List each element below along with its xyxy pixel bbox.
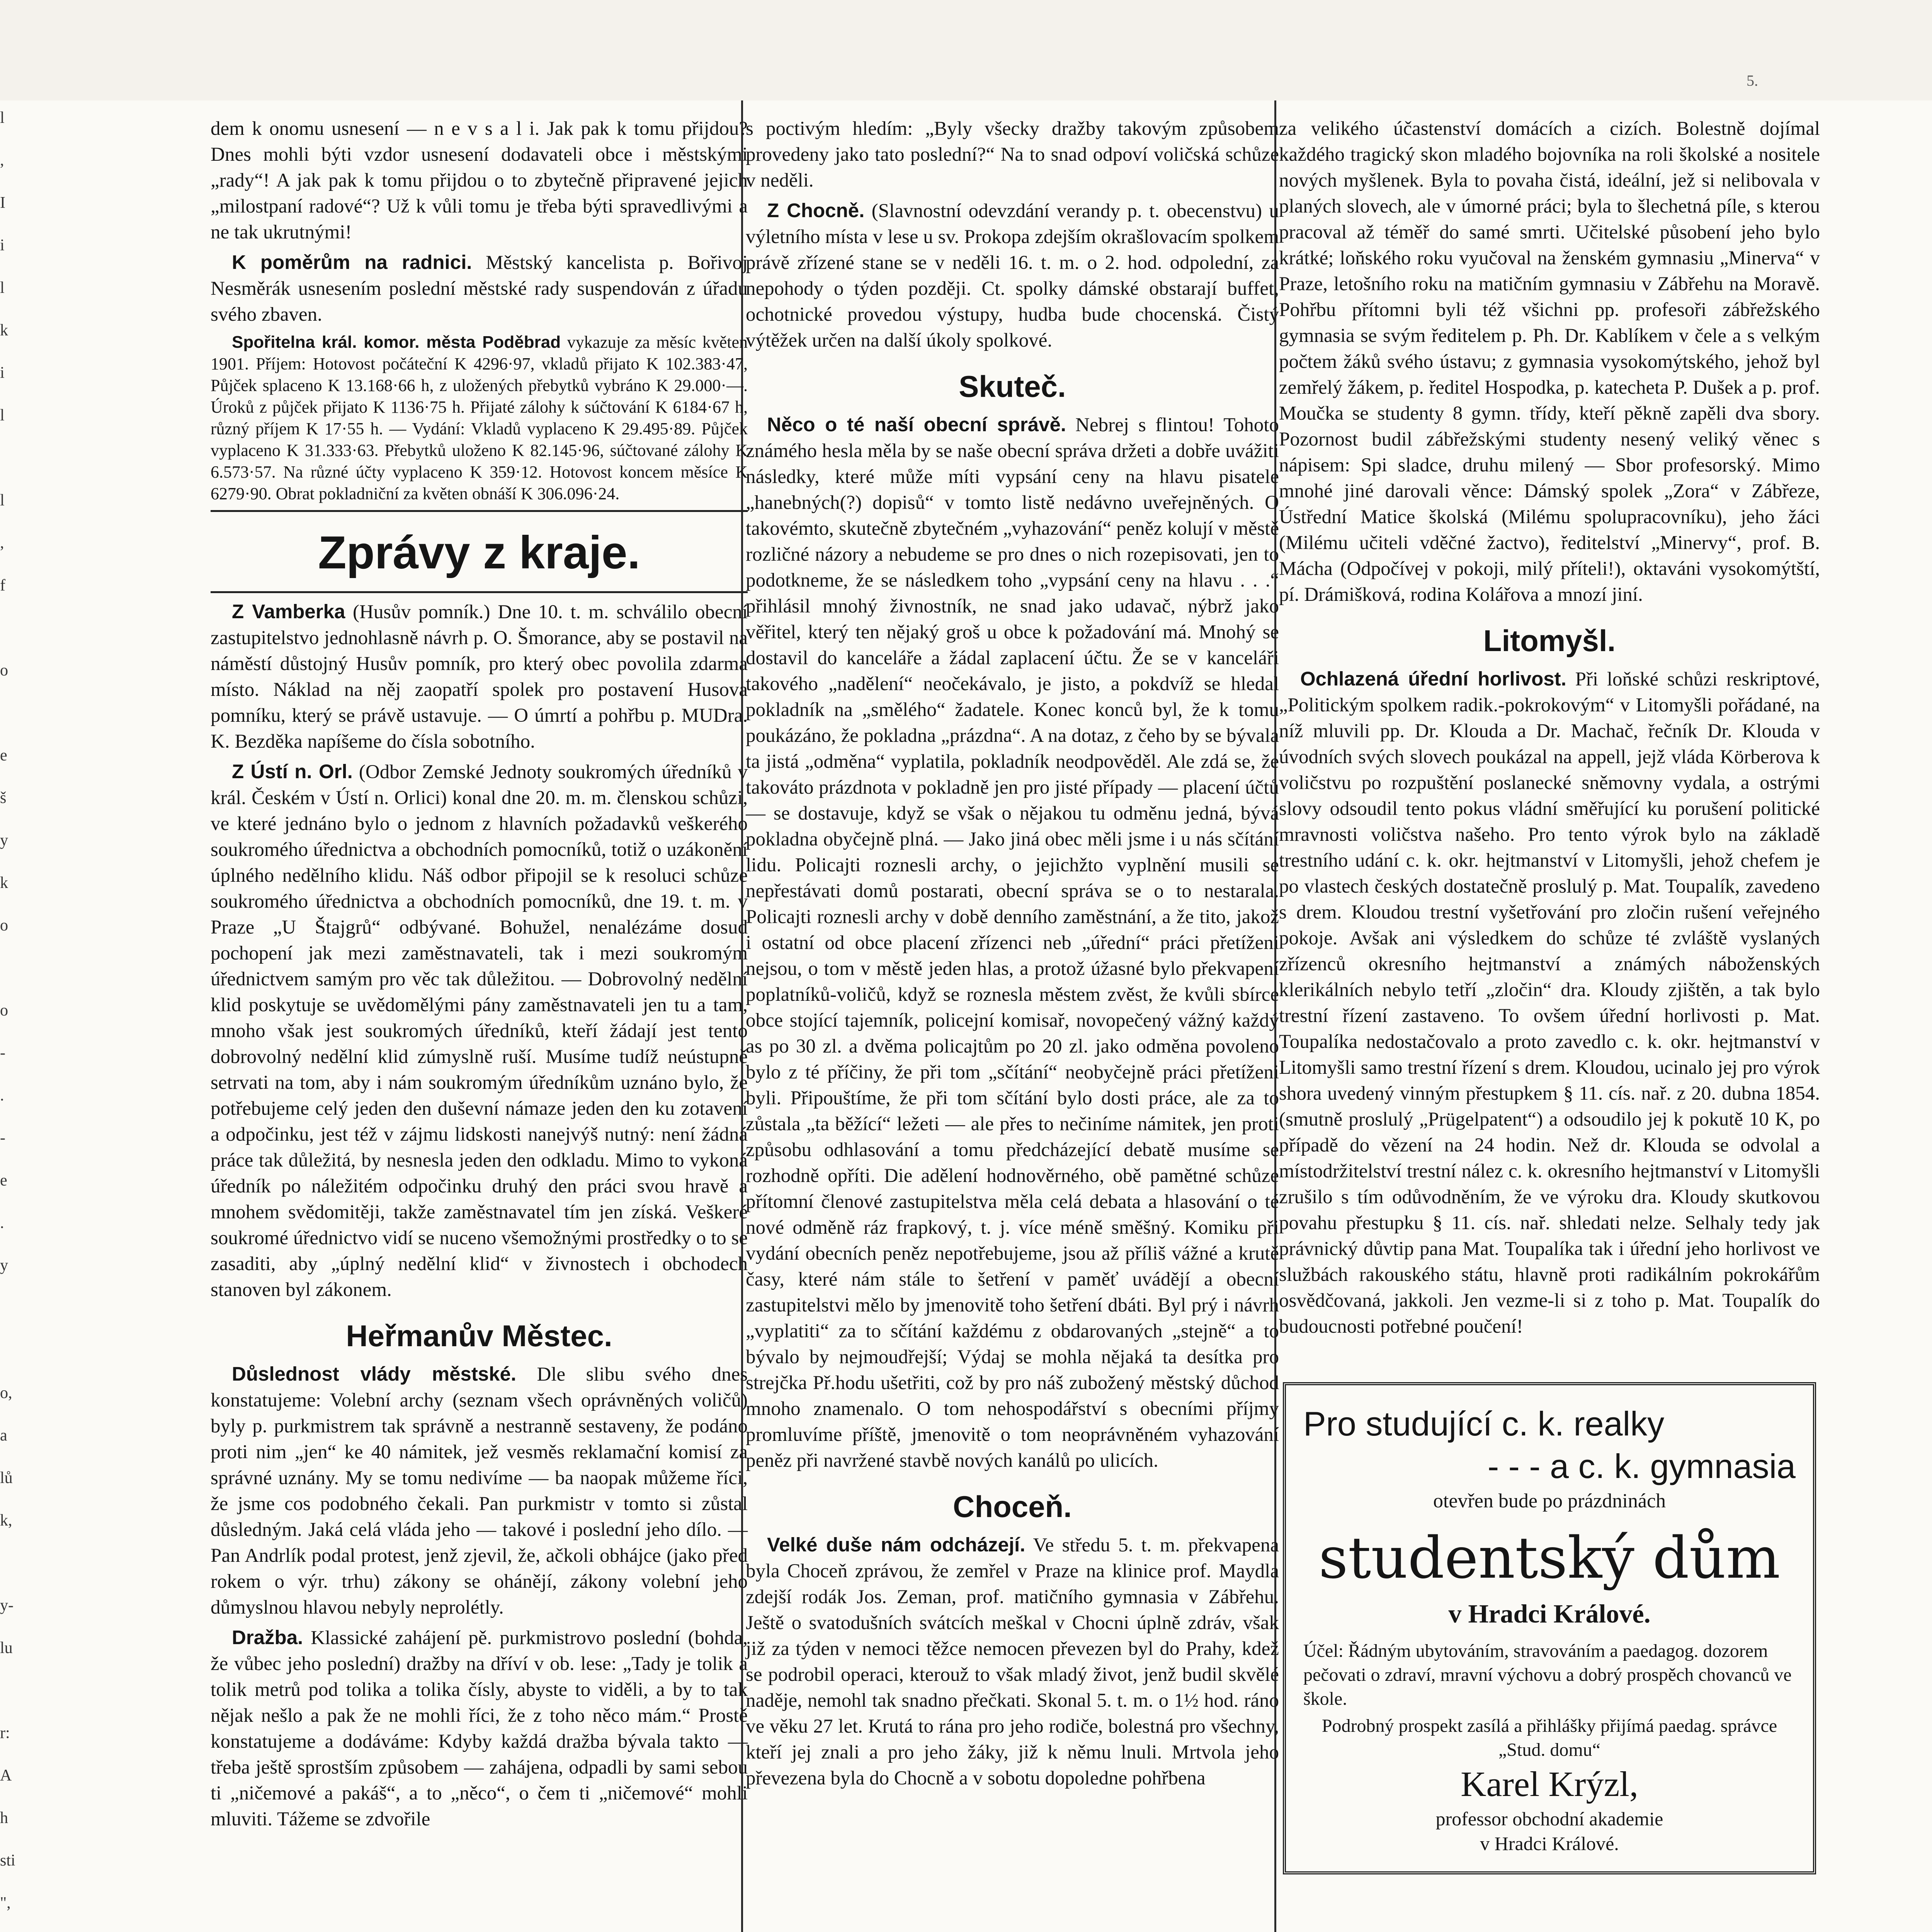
article-text: Klassické zahájení pě. purkmistrovo poslední (bohda, že vůbec jeho poslední) dražby na dříví v ob. lese: „Tady je tolik a tolik metrů pod tolika a tolika čísly, abyste to viděli, a by to tak nějak nešlo a pak že ne mohli říci, že z toho něco mám.“ Prostě konstatujeme a dodáváme: Kdyby každá dražba bývala takto — třeba ještě sprostším způsobem — zahájena, odpadli by sami sebou ti „ničemové a pakáš“, a to „něco“, o čem ti „ničemové“ mohli mluviti. Tážeme se zdvořile bbox=[211, 1627, 748, 1830]
ad-line bbox=[1303, 1639, 1796, 1711]
article-text: (Odbor Zemské Jednoty soukromých úředníků v král. Českém v Ústí n. Orlici) konal dne 20. m. m. členskou schůzi, ve které jednáno bylo o jednom z hlavních požadavků veškerého soukromého úřednictva a obchodních pomocníků, totiž o uzákonění úplného nedělního klidu. Náš odbor připojil se k resoluci schůze soukromého úřednictva a obchodních pomocníků, dne 19. t. m. v Praze „U Štajgrů“ odbývané. Bohužel, nenalézáme dosud pochopení jak mezi zaměstnavateli, tak i mezi soukromým úřednictvem samým pro věc tak důležitou. — Dobrovolný nedělní klid poskytuje se uvědomělými pány zaměstnavateli jen tu a tam, mnoho však jest soukromých úředníků, kteří žádají jest tento dobrovolný nedělní klid zúmyslně ruší. Musíme tudíž neústupně setrvati na tom, aby i nám soukromým úředníkům uznáno bylo, že potřebujeme celý jeden den duševní námaze jeden den ku zotavení a odpočinku, jest též v zájmu lidskosti nanejvýš nutný: není žádná práce tak důležitá, by nesnesla jeden den odkladu. Mimo to vykoná úředník po náležitém odpočinku druhý den práci svou hravě a mnohem svědomitěji, takže zaměstnavatel tím jen získá. Veškeré soukromé úřednictvo vidí se nuceno všemožnými prostředky o to se zasaditi, aby „úplný nedělní klid“ v živnostech i obchodech stanoven byl zákonem. bbox=[211, 761, 748, 1301]
article-heading: K poměrům na radnici. bbox=[232, 251, 472, 273]
article-paragraph: s poctivým hledím: „Byly všecky dražby takovým způsobem provedeny jako tato poslední?“ Na to snad odpoví voličská schůze v neděli. bbox=[746, 118, 1279, 191]
article-text: Dle slibu svého dnes konstatujeme: Volební archy (seznam všech oprávněných voličů) byly p. purkmistrem tak správně a nestranně sestaveny, že podáno proti nim „jen“ ke 40 námitek, jež vesměs reklamační komisí za správné uznány. My se tomu nedivíme — ba naopak můžeme říci, že jsme cos podobného čekali. Pan purkmistr v tomto si zůstal důsledným. Jaká celá vláda jeho — takové i poslední jeho dílo. — Pan Andrlík podal protest, jenž zjevil, že, ačkoli obhájce (jako před rokem o výr. trhu) zákony se ohánějí, zákony volební jeho důmyslnou hlavou nebyly neprolétly. bbox=[211, 1364, 748, 1618]
article-text: Nebrej s flintou! Tohoto známého hesla měla by se naše obecní správa držeti a dobře uvážiti následky, které může míti vypsání ceny na hlavu pisatele „hanebných(?) dopisů“ v tomto listě nedávno uveřejněných. O takovémto, skutečně zbytečném „vyhazování“ peněz kolují v městě rozličné názory a nebudeme se pro dnes o nich rozepisovati, jen to podotkneme, že se následkem toho „vypsání ceny na hlavu . . .“ přihlásil mnohý živnostník, ne snad jako udavač, nýbrž jako věřitel, který ten nějaký groš u obce k požadování má. Mnohý se dostavil do kanceláře a žádal zaplacení účtu. Že se v kanceláři takového „nadělení“ neočekávalo, je jisto, a pokdvíž se hledal pokladník na „smělého“ žadatele. Konec konců byl, že k tomu poukázáno, že pokladna „prázdna“. A na dotaz, z čeho by se bývala ta jistá „odměna“ vyplatila, pokladník neodpověděl. Ale zdá se, že takováto prázdnota v pokladně jen pro jisté případy — placení účtů — se dostavuje, když se však o nějakou tu odměnu jedná, bývá pokladna obyčejně plná. — Jako jiná obec měli jsme i u nás sčítání lidu. Policajti roznesli archy, o jejichžto vyplnění musili se nepřestávati domů postarati, obecní správa se o to nestarala. Policajti roznesli archy v době denního zaměstnání, a že tito, jakož i ostatní od obce placení zřízenci neb „úřední“ práci přetíženi nejsou, o tom v městě jeden hlas, a protož úžasné bylo překvapení poplatníků-voličů, když se roznesla městem zvěst, že kvůli sbírce obce stojící tajemník, policejní komisař, novopečený vážný každý as po 30 zl. a dvěma policajtům po 20 zl. jako odměna povoleno bylo z té příčiny, že při tom „sčítání“ neobyčejně práci přetíženi byli. Připouštíme, že při tom sčítání bylo dosti práce, ale za to zůstala „ta běžící“ ležeti — ale přes to nečiníme námitek, jen proti způsobu odhlasování a tomu předcházející debatě musíme se rozhodně opříti. Die adělení hodnověrného, obě pamětné schůze přítomní členové zastupitelstva měla celá debata a hlasování o té nové odměně ráz frapkový, t. j. více méně směšný. Komiku při vydání obecních peněz nepotřebujeme, jsou až příliš vážné a krutě časy, které nám stále to šetření v paměť uvádějí a obecní zastupitelstvi mělo by jmenovitě toho šetření dbáti. Byl prý i návrh „vyplatiti“ za to sčítání každému z obdarovaných „stejně“ a to bývalo by nejmoudřejší; Výdaj se mohla nějaká ta desítka pro strejčka Př.hodu ušetřiti, což by pro náš zubožený městský důchod mnoho znamenalo. O tom nehospodářství s obecními příjmy promluvíme příště, jmenovitě o tom neoprávněném vyhazování peněz při navržené stavbě nových kanálů po ulicích. bbox=[746, 414, 1279, 1471]
place-title: Skuteč. bbox=[959, 369, 1066, 403]
ad-name: Karel Krýzl, bbox=[1461, 1764, 1638, 1804]
column-2 bbox=[746, 116, 1279, 1795]
article-heading: Spořitelna král. komor. města Poděbrad bbox=[232, 333, 561, 352]
ad-line: - - - a c. k. gymnasia bbox=[1487, 1447, 1796, 1485]
article-paragraph bbox=[211, 249, 748, 328]
advertisement-box bbox=[1283, 1382, 1816, 1874]
article-paragraph bbox=[746, 197, 1279, 354]
ad-headline: studentský dům bbox=[1318, 1525, 1781, 1591]
ad-line: Pro studující c. k. realky bbox=[1303, 1405, 1665, 1443]
article-paragraph bbox=[1279, 666, 1820, 1340]
rule bbox=[211, 591, 748, 593]
ad-line: professor obchodní akademie v Hradci Králové. bbox=[1435, 1808, 1663, 1854]
article-paragraph bbox=[211, 1361, 748, 1621]
article-paragraph: za velikého účastenství domácích a cizích. Bolestně dojímal každého tragický skon mladého bojovníka na roli školské a nositele nových myšlenek. Byla to povaha čistá, ideální, jež si nelibovala v planých slovech, ale v úmorné práci; byla to šlechetná píle, s kterou pracoval až téměř do samé smrti. Učitelské působení jeho bylo krátké; loňského roku vyučoval na ženském gymnasiu „Minerva“ v Praze, letošního roku na matičním gymnasiu v Zábřehu na Moravě. Pohřbu přítomni byli též všichni pp. profesoři zábřežského gymnasia se svým ředitelem p. Ph. Dr. Kablíkem v čele a s velkým počtem žáků svého ústavu; z gymnasia vysokomýtského, jehož byl zemřelý žákem, p. ředitel Hospodka, p. katecheta P. Dušek a p. prof. Moučka se studenty 8 gymn. třídy, kteří pěkně zapěli dva sbory. Pozornost budil zábřežskými studenty nesený veliký věnec s nápisem: Spi sladce, druhu milený — Sbor profesorský. Mimo mnohé jiné darovali věnce: Dámský spolek „Zora“ v Zábřeze, Ústřední Matice školská (Milému spolupracovníku), jeho žáci (Milému učiteli vděčné žactvo), ředitelství „Minervy“, prof. B. Mácha (Odpočívej v pokoji, milý příteli!), oktaváni vysokomýtští, pí. Drámišková, rodina Kolářova a mnozí jiní. bbox=[1279, 118, 1820, 605]
ad-label: Účel: bbox=[1303, 1641, 1344, 1661]
article-paragraph bbox=[211, 599, 748, 755]
section-title: Zprávy z kraje. bbox=[318, 527, 640, 578]
article-text: Městský kancelista p. Bořivoj Nesměrák usnesením poslední městské rady suspendován z úřadu svého zbaven. bbox=[211, 252, 748, 325]
ad-line: Podrobný prospekt zasílá a přihlášky přijímá paedag. správce „Stud. domu“ bbox=[1321, 1716, 1777, 1760]
article-paragraph bbox=[211, 1624, 748, 1832]
place-title: Choceň. bbox=[953, 1490, 1072, 1524]
place-title: Litomyšl. bbox=[1483, 624, 1616, 658]
article-text: Ve středu 5. t. m. překvapena byla Choceň zprávou, že zemřel v Praze na klinice prof. Maydla zdejší rodák Jos. Zeman, prof. matičního gymnasia v Zábřehu. Ještě o svatodušních svátcích meškal v Chocni úplně zdráv, však již za týden v nemoci těžce nemocen převezen byl do Prahy, kdež se podrobil operaci, kterouž to však mladý život, jenž budil skvělé naděje, nemohl tak snadno přečkati. Skonal 5. t. m. o 1½ hod. ráno ve věku 27 let. Krutá to rána pro jeho rodiče, bolestná pro všechny, kteří jej znali a pro jeho žáky, již k němu lnuli. Mrtvola jeho převezena byla do Chocně a v sobotu dopoledne pohřbena bbox=[746, 1534, 1279, 1789]
article-heading: Z Chocně. bbox=[767, 199, 865, 221]
rule bbox=[211, 510, 748, 512]
article-paragraph bbox=[746, 412, 1279, 1474]
article-heading: Z Vamberka bbox=[232, 600, 345, 622]
article-paragraph bbox=[746, 1532, 1279, 1791]
article-heading: Důslednost vlády městské. bbox=[232, 1363, 517, 1385]
article-heading: Ochlazená úřední horlivost. bbox=[1300, 668, 1566, 690]
article-text: (Husův pomník.) Dne 10. t. m. schválilo obecní zastupitelstvo jednohlasně návrh p. O. Šmorance, aby se postavil na náměstí důstojný Husův pomník, pro který obec povolila zdarma místo. Náklad na něj zaopatří spolek pro postavení Husova pomníku, který se právě ustavuje. — O úmrtí a pohřbu p. MUDra. K. Bezděka napíšeme do čísla sobotního. bbox=[211, 601, 748, 752]
left-margin-fragments: l , I i l k i l l , f o e š y k o o - . - e . y o, a lů k, y- lu r: A h sti ", bbox=[0, 109, 15, 1912]
ad-text: Řádným ubytováním, stravováním a paedagog. dozorem pečovati o zdraví, mravní výchovu a dobrý prospěch chovanců ve škole. bbox=[1303, 1641, 1792, 1709]
article-paragraph bbox=[211, 332, 748, 505]
page-header-strip bbox=[0, 0, 1932, 100]
article-text: (Slavnostní odevzdání verandy p. t. obecenstvu) u výletního místa v lese u sv. Prokopa zdejším okrašlovacím spolkem právě zřízené stane se v neděli 16. t. m. o 2. hod. odpolední, za nepohody o týden později. Ct. spolky dámské obstarají buffet, ochotnické provedou výstupy, hudba bude chocenská. Čistý výtěžek určen na další úkoly spolkové. bbox=[746, 200, 1279, 351]
place-title: Heřmanův Městec. bbox=[346, 1319, 612, 1353]
page-mark: 5. bbox=[1747, 72, 1758, 89]
article-heading: Něco o té naší obecní správě. bbox=[767, 413, 1066, 435]
article-text: Při loňské schůzi reskriptové, „Politickým spolkem radik.-pokrokovým“ v Litomyšli pořádané, na níž mluvili pp. Dr. Klouda a Dr. Machač, řečník Dr. Klouda v úvodních svých slovech poukázal na appell, jejž vláda Körberova k voličstvu po rozpuštění poslanecké sněmovny vydala, a ostrými slovy odsoudil tento pokus vládní směřující ku porušení politické mravnosti voličstva našeho. Pro tento výrok bylo na základě trestního udání c. k. okr. hejtmanství v Litomyšli, jehož chefem je po vlastech českých dostatečně proslulý p. Mat. Toupalík, zavedeno s drem. Kloudou trestní vyšetřování pro zločin rušení veřejného pokoje. Avšak ani výsledkem do schůze té zvláště vyslaných zřízenců okresního hejtmanství a známých náboženských klerikálních nebylo tetří „zločin“ dra. Kloudy zjištěn, a tak bylo trestní řízení zastaveno. To ovšem úřední horlivosti p. Mat. Toupalíka nedostačovalo a proto zavedlo c. k. okr. hejtmanství v Litomyšli samo trestní řízení s drem. Kloudou, ucinalo jej pro výrok shora uvedený vinným přestupkem § 11. cís. nař. z 20. dubna 1854. (smutně proslulý „Prügelpatent“) a odsoudilo jej k pokutě 10 K, po případě do vězení na 24 hodin. Než dr. Klouda se odvolal a místodržitelství trestní nález c. k. okresního hejtmanství v Litomyšli zrušilo s tím odůvodněním, že ve výroku dra. Kloudy skutkovou povahu přestupku § 11. cís. nař. shledati nelze. Selhaly tedy jak právnický důvtip pana Mat. Toupalíka tak i úřední jeho horlivost ve službách rakouského státu, hlavně proti radikálním pokrokářům osvědčovaná, jakkoli. Jen vezme-li si z toho p. Mat. Toupalík do budoucnosti potřebné poučení! bbox=[1279, 668, 1820, 1337]
column-3 bbox=[1279, 116, 1820, 1874]
ad-line: otevřen bude po prázdninách bbox=[1433, 1490, 1666, 1512]
article-paragraph: dem k onomu usnesení — n e v s a l i. Jak pak k tomu přijdou? Dnes mohli býti vzdor usnesení dodavateli obce i městskými „rady“! A jak pak k tomu přijdou o to zbytečně připravené jejich „milostpaní radové“? Už k vůli tomu je třeba býti spravedlivými a ne tak ukrutnými! bbox=[211, 118, 748, 243]
article-paragraph bbox=[211, 759, 748, 1303]
ad-line: v Hradci Králové. bbox=[1448, 1599, 1651, 1628]
article-text: vykazuje za měsíc květen 1901. Příjem: Hotovost počáteční K 4296·97, vkladů přijato K 102.383·47, Půjček splaceno K 13.168·66 h, z uložených přebytků vybráno K 29.000·—. Úroků z půjček přijato K 1136·75 h. Přijaté zálohy k súčtování K 6184·67 h, různý příjem K 17·55 h. — Vydání: Vkladů vyplaceno K 29.495·89. Půjček vyplaceno K 31.333·63. Přebytků uloženo K 82.145·96, súčtované zálohy K 6.573·57. Na různé účty vyplaceno K 359·12. Hotovost koncem měsíce K 6279·90. Obrat pokladniční za květen obnáší K 306.096·24. bbox=[211, 333, 748, 503]
article-heading: Velké duše nám odcházejí. bbox=[767, 1534, 1026, 1556]
column-1 bbox=[211, 116, 748, 1836]
article-heading: Z Ústí n. Orl. bbox=[232, 760, 353, 782]
article-heading: Dražba. bbox=[232, 1626, 303, 1648]
